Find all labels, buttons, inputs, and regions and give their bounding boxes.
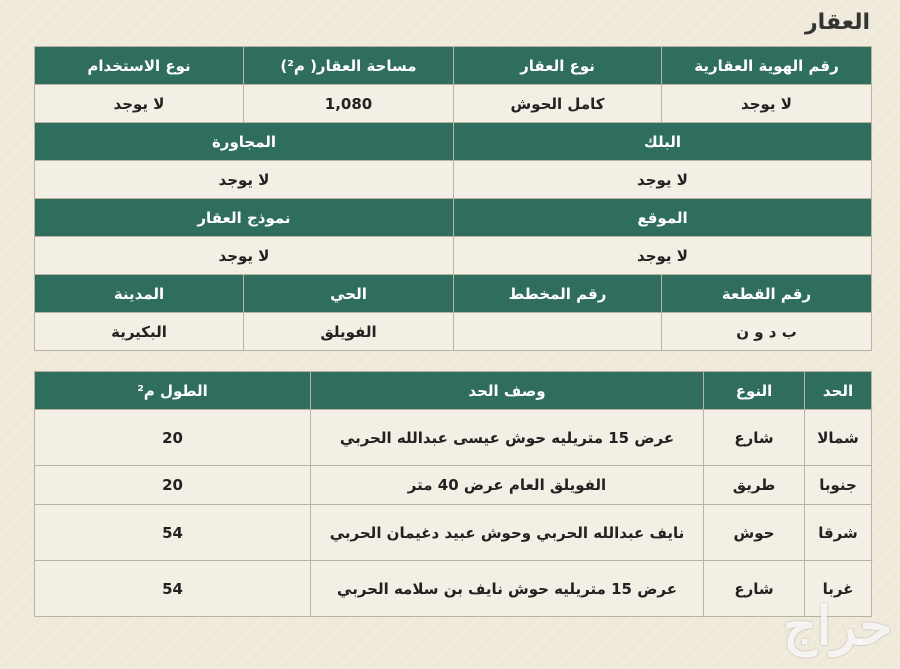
property-id-header: رقم الهوية العقارية: [662, 47, 872, 85]
neighborhood-unit-header: المجاورة: [35, 123, 454, 161]
block-value: لا يوجد: [454, 161, 872, 199]
boundary-type: حوش: [704, 505, 805, 561]
value-row: [35, 237, 872, 275]
property-model-header: نموذج العقار: [35, 199, 454, 237]
boundary-description: عرض 15 متريليه حوش نايف بن سلامه الحربي: [311, 561, 704, 617]
boundary-description: نايف عبدالله الحربي وحوش عبيد دغيمان الحربي: [311, 505, 704, 561]
side-header: الحد: [805, 372, 872, 410]
table-row: [35, 410, 872, 466]
district-header: الحي: [244, 275, 454, 313]
header-row: [35, 47, 872, 85]
block-header: البلك: [454, 123, 872, 161]
value-row: [35, 85, 872, 123]
value-row: [35, 313, 872, 351]
table-row: [35, 466, 872, 505]
header-row: [35, 123, 872, 161]
plot-number-value: ب د و ن: [662, 313, 872, 351]
boundary-side: شرقا: [805, 505, 872, 561]
city-header: المدينة: [35, 275, 244, 313]
district-value: الفويلق: [244, 313, 454, 351]
boundary-description: عرض 15 متريليه حوش عيسى عبدالله الحربي: [311, 410, 704, 466]
value-row: [35, 161, 872, 199]
property-area-header: مساحة العقار( م²): [244, 47, 454, 85]
neighborhood-unit-value: لا يوجد: [35, 161, 454, 199]
plot-number-header: رقم القطعة: [662, 275, 872, 313]
boundary-description: الفويلق العام عرض 40 متر: [311, 466, 704, 505]
type-header: النوع: [704, 372, 805, 410]
property-type-header: نوع العقار: [454, 47, 662, 85]
table-row: [35, 561, 872, 617]
boundary-type: شارع: [704, 410, 805, 466]
boundary-length: 20: [35, 466, 311, 505]
page-title: العقار: [805, 10, 870, 35]
table-row: [35, 505, 872, 561]
boundary-type: شارع: [704, 561, 805, 617]
boundary-side: جنوبا: [805, 466, 872, 505]
length-header: الطول م²: [35, 372, 311, 410]
property-area-value: 1,080: [244, 85, 454, 123]
boundary-length: 54: [35, 505, 311, 561]
boundary-side: شمالا: [805, 410, 872, 466]
usage-type-header: نوع الاستخدام: [35, 47, 244, 85]
boundary-length: 20: [35, 410, 311, 466]
plan-number-value: [454, 313, 662, 351]
usage-type-value: لا يوجد: [35, 85, 244, 123]
boundary-type: طريق: [704, 466, 805, 505]
property-id-value: لا يوجد: [662, 85, 872, 123]
location-header: الموقع: [454, 199, 872, 237]
description-header: وصف الحد: [311, 372, 704, 410]
property-type-value: كامل الحوش: [454, 85, 662, 123]
boundary-side: غربا: [805, 561, 872, 617]
property-model-value: لا يوجد: [35, 237, 454, 275]
location-value: لا يوجد: [454, 237, 872, 275]
header-row: [35, 275, 872, 313]
header-row: [35, 199, 872, 237]
boundary-length: 54: [35, 561, 311, 617]
city-value: البكيرية: [35, 313, 244, 351]
property-info-table: [34, 46, 872, 351]
boundaries-table: [34, 371, 872, 617]
header-row: [35, 372, 872, 410]
plan-number-header: رقم المخطط: [454, 275, 662, 313]
haraj-watermark: حراج: [783, 596, 892, 657]
